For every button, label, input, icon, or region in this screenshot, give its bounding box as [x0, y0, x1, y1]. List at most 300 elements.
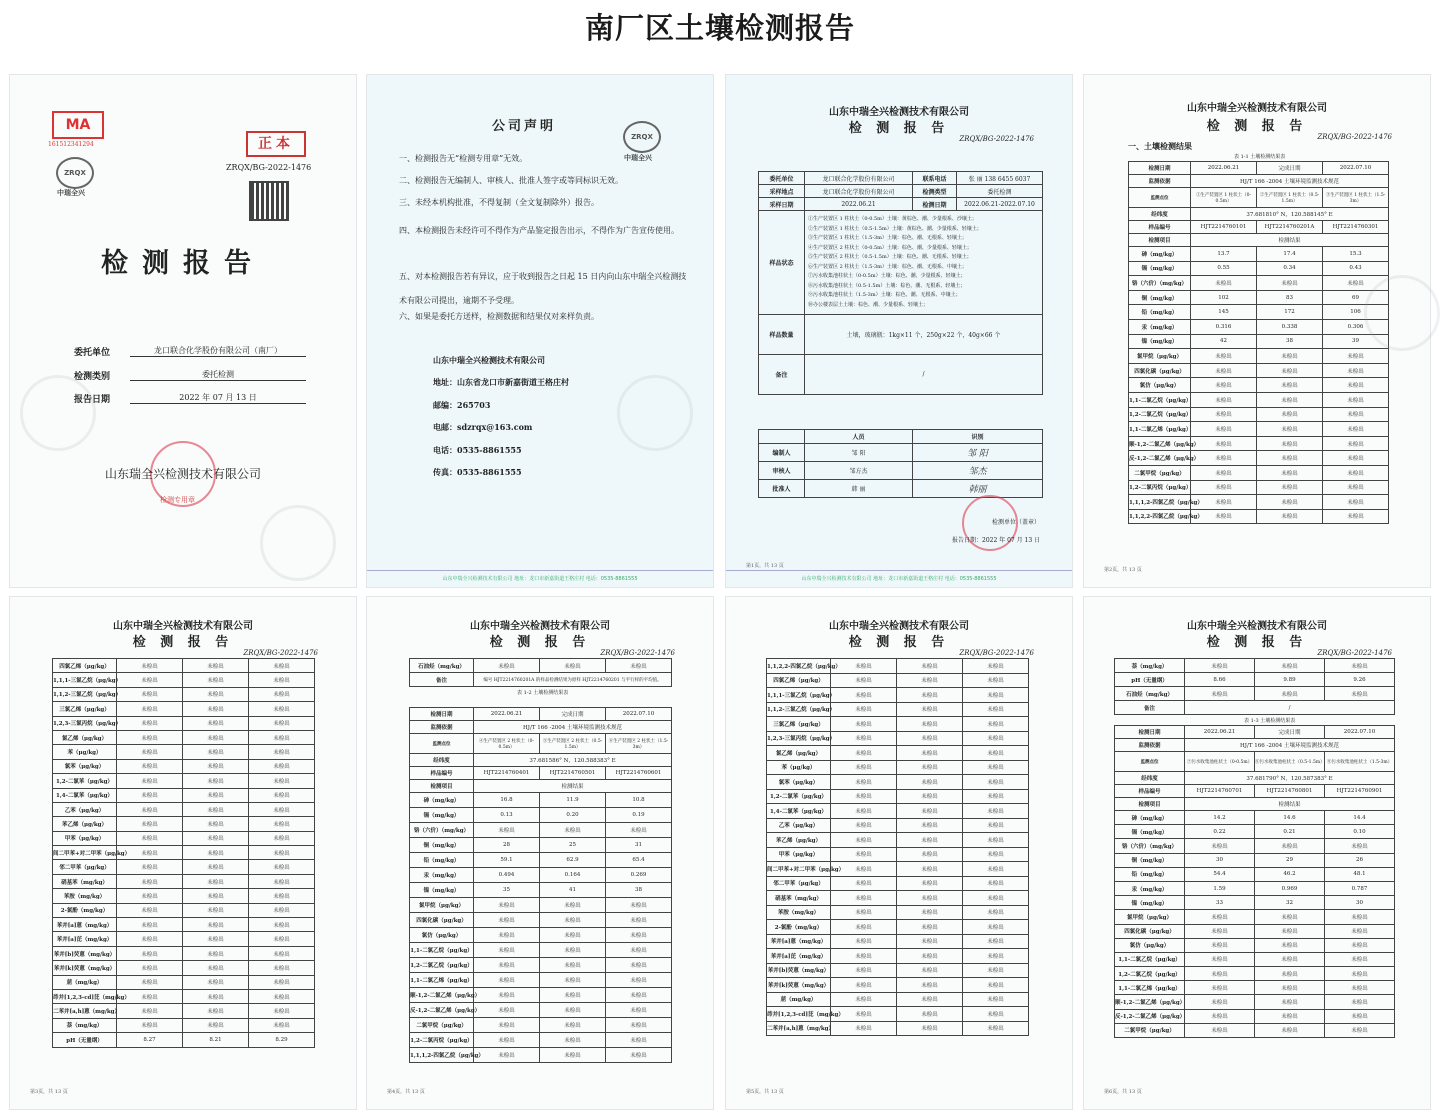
table-row — [1115, 853, 1395, 867]
table-row — [1129, 495, 1389, 510]
cell: 人员 — [805, 430, 913, 444]
results-page-2[interactable] — [9, 596, 357, 1110]
row-label: pH（无量纲） — [1115, 673, 1185, 687]
cell: 未检出 — [897, 717, 963, 732]
row-label: 三氯乙烯（μg/kg） — [767, 717, 831, 732]
cell: 未检出 — [117, 817, 183, 831]
row-label: 苯并[a]蒽（mg/kg） — [53, 918, 117, 932]
results-page-3[interactable] — [366, 596, 714, 1110]
statement-item: 三、未经本机构批准，不得复制（全文复制除外）报告。 — [399, 198, 599, 207]
cell: 未检出 — [474, 1048, 540, 1063]
cell: 37.681586° N，120.588383° E — [474, 754, 672, 767]
cell: 完成日期 — [1255, 726, 1325, 739]
cell: ②生产装置区 1 柱状土（0.5-1.5m） — [1257, 188, 1323, 208]
table-row — [1115, 839, 1395, 853]
row-label: 氯苯（μg/kg） — [53, 759, 117, 773]
table-row — [767, 673, 1029, 688]
signature-text: 邹 阳 — [967, 449, 988, 459]
row-label: 检测日期 — [1115, 726, 1185, 739]
row-label: 1,2-二氯苯（μg/kg） — [767, 789, 831, 804]
cell: 未检出 — [117, 860, 183, 874]
row-label: 铬（六价）（mg/kg） — [410, 823, 474, 838]
row-label: 砷（mg/kg） — [410, 793, 474, 808]
cell: 未检出 — [1323, 407, 1389, 422]
watermark-icon — [1364, 275, 1440, 351]
table-row — [53, 802, 315, 816]
sample-states — [805, 211, 1043, 315]
row-label: 铅（mg/kg） — [410, 853, 474, 868]
row-label: 苯并[k]荧蒽（mg/kg） — [53, 961, 117, 975]
cell: 未检出 — [963, 949, 1029, 964]
cell: 未检出 — [1185, 1023, 1255, 1037]
cell: 委托检测 — [957, 185, 1043, 198]
contact-line: 地址：山东省龙口市新嘉街道王格庄村 — [433, 377, 569, 387]
cell: 未检出 — [1323, 465, 1389, 480]
row-label: 检测日期 — [1129, 162, 1191, 175]
cell: 未检出 — [1185, 910, 1255, 924]
cell: ③生产装置区 1 柱状土（1.5-3m） — [1323, 188, 1389, 208]
table-row — [410, 808, 672, 823]
row-label: 茚并[1,2,3-cd]芘（mg/kg） — [53, 989, 117, 1003]
cell: 9.26 — [1325, 673, 1395, 687]
cell: 未检出 — [831, 688, 897, 703]
cell: 未检出 — [831, 891, 897, 906]
report-heading: 检 测 报 告 — [1206, 119, 1308, 134]
table-row — [1129, 363, 1389, 378]
row-label: 四氯乙烯（μg/kg） — [767, 673, 831, 688]
row-label: 顺-1,2-二氯乙烯（μg/kg） — [410, 988, 474, 1003]
cell: 未检出 — [1323, 363, 1389, 378]
cell: 未检出 — [540, 1033, 606, 1048]
meta-row — [410, 754, 672, 767]
row-label: 反-1,2-二氯乙烯（μg/kg） — [1115, 1009, 1185, 1023]
cell: HJ/T 166 -2004 土壤环境监测技术规范 — [1191, 175, 1389, 188]
cell: 37.681790° N，120.587383° E — [1185, 772, 1395, 785]
cell: 54.4 — [1185, 867, 1255, 881]
cell: 未检出 — [831, 818, 897, 833]
report-number: ZRQX/BG-2022-1476 — [959, 649, 1034, 657]
table-row — [1115, 1009, 1395, 1023]
cell: 未检出 — [117, 659, 183, 673]
table-row — [53, 673, 315, 687]
table-row — [410, 793, 672, 808]
table-row — [767, 876, 1029, 891]
row-label: 1,2-二氯丙烷（μg/kg） — [1129, 480, 1191, 495]
cell: 未检出 — [606, 988, 672, 1003]
statement-item: 二、检测报告无编制人、审核人、批准人签字或等同标识无效。 — [399, 176, 623, 185]
cell: 8.21 — [183, 1033, 249, 1047]
table-row — [1129, 349, 1389, 364]
cell: 未检出 — [249, 673, 315, 687]
meta-row — [1129, 175, 1389, 188]
cell: 未检出 — [1257, 378, 1323, 393]
logo-caption: 中瑞全兴 — [57, 189, 85, 197]
table-row — [53, 846, 315, 860]
cell: 未检出 — [963, 876, 1029, 891]
logo-caption: 中瑞全兴 — [624, 154, 652, 162]
cell: 1.59 — [1185, 881, 1255, 895]
row-label: 萘（mg/kg） — [53, 1018, 117, 1032]
row-label: 氯乙烯（μg/kg） — [53, 730, 117, 744]
cell: 未检出 — [183, 932, 249, 946]
table-row — [767, 804, 1029, 819]
cell: 未检出 — [1255, 995, 1325, 1009]
footer-address: 地址：龙口市新嘉街道王格庄村 电话：0535-8861555 — [873, 576, 997, 582]
meta-row — [1115, 752, 1395, 772]
cell: 33 — [1185, 896, 1255, 910]
row-label: 镉（mg/kg） — [410, 808, 474, 823]
cell: ⑨污水收集池柱状土（1.5-3m） — [1325, 752, 1395, 772]
contact-line: 邮编：265703 — [433, 400, 491, 410]
cell: 未检出 — [117, 961, 183, 975]
cell: 未检出 — [963, 920, 1029, 935]
cell: 未检出 — [963, 905, 1029, 920]
cell: 未检出 — [606, 913, 672, 928]
cell: 未检出 — [117, 745, 183, 759]
cell: 未检出 — [183, 961, 249, 975]
cell: 未检出 — [249, 889, 315, 903]
table-row — [1129, 465, 1389, 480]
cell: 未检出 — [249, 831, 315, 845]
cell: 委托单位 — [759, 172, 805, 185]
row-label: 样品编号 — [1129, 221, 1191, 234]
company-statement[interactable] — [366, 74, 714, 588]
cell: 未检出 — [1257, 495, 1323, 510]
cell: 10.8 — [606, 793, 672, 808]
cell: 未检出 — [831, 760, 897, 775]
cell: 48.1 — [1325, 867, 1395, 881]
seal-text: 检测专用章 — [160, 496, 195, 504]
cell: 未检出 — [1185, 952, 1255, 966]
cell: 未检出 — [1185, 687, 1255, 701]
table-row — [767, 862, 1029, 877]
row-label: 铅（mg/kg） — [1115, 867, 1185, 881]
cell: 未检出 — [1185, 995, 1255, 1009]
table-row — [1129, 305, 1389, 320]
table-row — [410, 898, 672, 913]
state-line: ③生产装置区 1 柱状土（1.5-3m）土壤：棕色、潮、无根系、轻壤土； — [808, 235, 967, 241]
row-label: 镍（mg/kg） — [410, 883, 474, 898]
row-label: 苯并[b]荧蒽（mg/kg） — [53, 946, 117, 960]
row-label: 氯甲烷（μg/kg） — [410, 898, 474, 913]
table-row — [53, 745, 315, 759]
cell: 未检出 — [249, 730, 315, 744]
row-label: 1,4-二氯苯（μg/kg） — [767, 804, 831, 819]
table-row — [1129, 261, 1389, 276]
cell: 46.2 — [1255, 867, 1325, 881]
table-row — [410, 853, 672, 868]
cell: 未检出 — [117, 759, 183, 773]
cell: 未检出 — [1257, 509, 1323, 524]
cell: 韩 丽 — [805, 480, 913, 498]
cell: 未检出 — [963, 702, 1029, 717]
sample-info-page[interactable] — [725, 74, 1073, 588]
table-row — [1129, 480, 1389, 495]
cell: 0.43 — [1323, 261, 1389, 276]
cell: 2022.07.10 — [1325, 726, 1395, 739]
row-label: 1,1,1-三氯乙烷（μg/kg） — [53, 673, 117, 687]
cell: 龙口联合化学股份有限公司 — [805, 172, 913, 185]
pre-rows — [1115, 659, 1395, 715]
table-row — [53, 716, 315, 730]
cell: 未检出 — [1255, 687, 1325, 701]
cell: 2022.06.21 — [1185, 726, 1255, 739]
cell: 未检出 — [1185, 967, 1255, 981]
table-row — [1115, 867, 1395, 881]
signature — [913, 462, 1043, 480]
cell: 未检出 — [249, 716, 315, 730]
cell: 未检出 — [831, 847, 897, 862]
state-line: ⑦污水收集池柱状土（0-0.5m）土壤：棕色、潮、少量根系、轻壤土； — [808, 273, 966, 279]
table-caption: 表 1-2 土壤检测结果表 — [517, 690, 569, 696]
contact-line: 传真：0535-8861555 — [433, 467, 522, 477]
cell: 未检出 — [1325, 687, 1395, 701]
cell: 未检出 — [183, 673, 249, 687]
table-row — [53, 961, 315, 975]
cell: 31 — [606, 838, 672, 853]
state-line: ⑧污水收集池柱状土（0.5-1.5m）土壤：棕色、潮、无根系、轻壤土； — [808, 282, 966, 289]
cell: 未检出 — [897, 1021, 963, 1036]
row-label: 甲苯（μg/kg） — [767, 847, 831, 862]
cell: 未检出 — [183, 817, 249, 831]
meta-row — [1129, 221, 1389, 234]
cell: 未检出 — [1323, 509, 1389, 524]
cell: 未检出 — [183, 946, 249, 960]
cell: 未检出 — [1185, 659, 1255, 673]
cell: 未检出 — [897, 775, 963, 790]
cell: 未检出 — [1191, 392, 1257, 407]
section-title: 一、土壤检测结果 — [1128, 141, 1192, 151]
cell: ⑧污水收集池柱状土（0.5-1.5m） — [1255, 752, 1325, 772]
state-line: ⑤生产装置区 2 柱状土（0.5-1.5m）土壤：棕色、潮、无根系、轻壤土； — [808, 254, 972, 260]
cell: 未检出 — [117, 802, 183, 816]
results-page-1[interactable] — [1083, 74, 1431, 588]
cell: 32 — [1255, 896, 1325, 910]
row-label: 汞（mg/kg） — [410, 868, 474, 883]
cell: 38 — [606, 883, 672, 898]
table-row — [767, 920, 1029, 935]
cell: 37.681810° N，120.588145° E — [1191, 208, 1389, 221]
cell: 未检出 — [117, 774, 183, 788]
row-label: 经纬度 — [410, 754, 474, 767]
cell: 批准人 — [759, 480, 805, 498]
table-row — [53, 774, 315, 788]
cell: 未检出 — [183, 659, 249, 673]
cell: 未检出 — [249, 802, 315, 816]
cell: 张 丽 138 6455 6037 — [957, 172, 1043, 185]
cell: 未检出 — [897, 1007, 963, 1022]
cell: 未检出 — [117, 1018, 183, 1032]
row-label: 氯仿（μg/kg） — [1129, 378, 1191, 393]
table-row — [1129, 276, 1389, 291]
table-row — [767, 833, 1029, 848]
table-row — [53, 687, 315, 701]
table-row — [53, 874, 315, 888]
cell: 未检出 — [897, 905, 963, 920]
cell: 未检出 — [897, 673, 963, 688]
table-row — [410, 928, 672, 943]
cell: 未检出 — [1325, 1009, 1395, 1023]
cell: 未检出 — [1323, 378, 1389, 393]
state-line: ⑥生产装置区 2 柱状土（1.5-3m）土壤：棕色、潮、无根系、中壤土； — [808, 263, 967, 270]
table-row — [767, 717, 1029, 732]
meta-row — [1129, 188, 1389, 208]
cell: 未检出 — [249, 846, 315, 860]
cover-title: 检测报告 — [101, 248, 265, 279]
table-row — [53, 946, 315, 960]
signature — [913, 480, 1043, 498]
row-label: 1,4-二氯苯（μg/kg） — [53, 788, 117, 802]
statement-item: 五、对本检测报告若有异议，应于收到报告之日起 15 日内向山东中瑞全兴检测技术有限公司提出，逾期不予受理。 — [399, 272, 687, 305]
cell: HJT2214760801 — [1255, 785, 1325, 798]
table-row — [1115, 811, 1395, 825]
table-row — [1115, 673, 1395, 687]
pre-rows — [410, 659, 672, 687]
cell: 9.89 — [1255, 673, 1325, 687]
cell: 未检出 — [1325, 995, 1395, 1009]
table-caption: 表 1-1 土壤检测结果表 — [1234, 154, 1286, 160]
row-label: 硝基苯（mg/kg） — [53, 874, 117, 888]
cell: 检测结果 — [1191, 234, 1389, 247]
statement-item: 一、检测报告无“检测专用章”无效。 — [399, 154, 528, 163]
cell: 38 — [1257, 334, 1323, 349]
table-row — [410, 823, 672, 838]
cell: 未检出 — [963, 804, 1029, 819]
cell: 未检出 — [606, 928, 672, 943]
table-row — [1129, 422, 1389, 437]
row-label: 二氯甲烷（μg/kg） — [1115, 1023, 1185, 1037]
row-label: 苯乙烯（μg/kg） — [53, 817, 117, 831]
row-label: 镍（mg/kg） — [1129, 334, 1191, 349]
cell: 检测日期 — [913, 198, 957, 211]
row-label: 间二甲苯+对二甲苯（μg/kg） — [767, 862, 831, 877]
cell: 16.8 — [474, 793, 540, 808]
cell: 未检出 — [117, 716, 183, 730]
row-label: 1,1,2,2-四氯乙烷（μg/kg） — [767, 659, 831, 674]
field-value: 委托检测 — [130, 369, 306, 381]
row-label: 1,1,1-三氯乙烷（μg/kg） — [767, 688, 831, 703]
row-label: 1,1,1,2-四氯乙烷（μg/kg） — [1129, 495, 1191, 510]
watermark-icon — [260, 505, 336, 581]
row-label: 石油烃（mg/kg） — [1115, 687, 1185, 701]
cell: 未检出 — [540, 913, 606, 928]
results-table — [1128, 161, 1389, 524]
cell: 0.269 — [606, 868, 672, 883]
report-heading: 检 测 报 告 — [132, 635, 234, 650]
company-logo-icon: ZRQX — [623, 121, 661, 153]
cell: 检测结果 — [1185, 798, 1395, 811]
cell: 未检出 — [117, 788, 183, 802]
cell: 未检出 — [249, 774, 315, 788]
row-label: 二氯甲烷（μg/kg） — [1129, 465, 1191, 480]
cell: 未检出 — [831, 934, 897, 949]
results-page-4[interactable] — [725, 596, 1073, 1110]
cell: 102 — [1191, 290, 1257, 305]
cell: 样品状态 — [759, 211, 805, 315]
table-row — [53, 659, 315, 673]
cell: 未检出 — [474, 913, 540, 928]
cell: 0.338 — [1257, 319, 1323, 334]
row-label: 1,1,2,2-四氯乙烷（μg/kg） — [1129, 509, 1191, 524]
cell: 2022.06.21 — [474, 708, 540, 721]
cell: 未检出 — [831, 659, 897, 674]
state-line: ④生产装置区 2 柱状土（0-0.5m）土壤：棕色、潮、少量根系、轻壤土； — [808, 244, 972, 251]
cell: 未检出 — [540, 1003, 606, 1018]
cell: 未检出 — [183, 918, 249, 932]
cell: 未检出 — [963, 673, 1029, 688]
row-label: 苯并[a]芘（mg/kg） — [767, 949, 831, 964]
result-rows — [767, 659, 1029, 1036]
state-line: ⑩办公楼表层土土壤：棕色、潮、少量根系、轻壤土； — [808, 301, 929, 308]
cell: 未检出 — [606, 958, 672, 973]
result-rows — [410, 793, 672, 1063]
row-label: 监测点位 — [410, 734, 474, 754]
table-row — [410, 838, 672, 853]
cell: 未检出 — [249, 1018, 315, 1032]
row-label: 甲苯（μg/kg） — [53, 831, 117, 845]
results-page-5[interactable] — [1083, 596, 1431, 1110]
field-value: 2022 年 07 月 13 日 — [130, 392, 306, 404]
watermark-icon — [20, 375, 96, 451]
row-label: 苯并[a]蒽（mg/kg） — [767, 934, 831, 949]
cell: 2022.06.21-2022.07.10 — [957, 198, 1043, 211]
result-rows — [1129, 247, 1389, 524]
cell: 0.19 — [606, 808, 672, 823]
cell: 未检出 — [963, 746, 1029, 761]
cell: 39 — [1323, 334, 1389, 349]
cell: 未检出 — [1325, 952, 1395, 966]
report-number: ZRQX/BG-2022-1476 — [600, 649, 675, 657]
table-row — [410, 868, 672, 883]
seal-label: 检测单位（盖章） — [992, 519, 1041, 526]
cell: 未检出 — [831, 775, 897, 790]
cell: 未检出 — [183, 759, 249, 773]
cell: 未检出 — [606, 1018, 672, 1033]
table-row — [767, 818, 1029, 833]
cell: 13.7 — [1191, 247, 1257, 262]
cell: 未检出 — [606, 1003, 672, 1018]
cell: 样品数量 — [759, 315, 805, 355]
meta-row — [1129, 162, 1389, 175]
cell: 2022.07.10 — [606, 708, 672, 721]
page-number: 第3页，共 13 页 — [30, 1089, 68, 1095]
company-header: 山东中瑞全兴检测技术有限公司 — [829, 621, 969, 632]
cell: 未检出 — [963, 833, 1029, 848]
report-cover[interactable] — [9, 74, 357, 588]
cell: 未检出 — [1325, 839, 1395, 853]
cell: 未检出 — [1191, 349, 1257, 364]
table-row — [1129, 436, 1389, 451]
row-label: 顺-1,2-二氯乙烯（μg/kg） — [1129, 436, 1191, 451]
cell: 未检出 — [249, 989, 315, 1003]
field-value: 龙口联合化学股份有限公司（南厂） — [130, 345, 306, 357]
cell: 0.787 — [1325, 881, 1395, 895]
cell: 14.4 — [1325, 811, 1395, 825]
cell: 未检出 — [183, 1004, 249, 1018]
table-row — [410, 988, 672, 1003]
company-logo-icon: ZRQX — [56, 157, 94, 189]
cell: 未检出 — [897, 702, 963, 717]
cell: 未检出 — [897, 688, 963, 703]
meta-row — [1115, 772, 1395, 785]
cell: 0.22 — [1185, 825, 1255, 839]
cell: 未检出 — [831, 978, 897, 993]
meta-row — [1115, 785, 1395, 798]
cell: 未检出 — [183, 860, 249, 874]
cell: 未检出 — [897, 920, 963, 935]
cell: 未检出 — [1325, 1023, 1395, 1037]
cell: 未检出 — [117, 702, 183, 716]
